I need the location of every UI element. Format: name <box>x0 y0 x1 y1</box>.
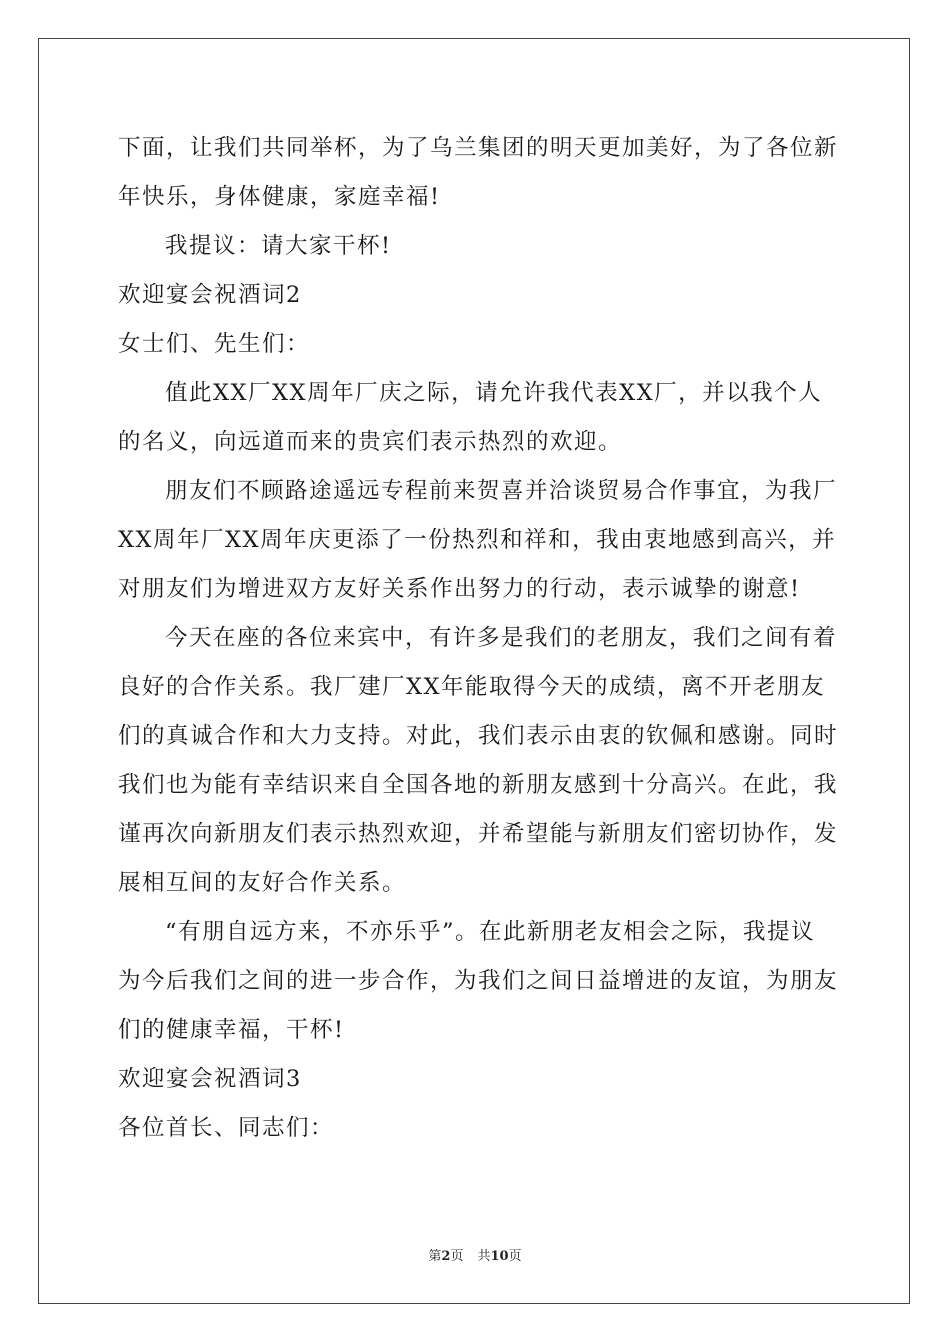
paragraph-proposal: 我提议：请大家干杯! <box>165 233 392 259</box>
section-title-3: 欢迎宴会祝酒词3 <box>118 1066 302 1092</box>
paragraph-welcome: 值此XX厂XX周年厂庆之际，请允许我代表XX厂，并以我个人的名义，向远道而来的贵宾们表示热烈的欢迎。 <box>118 380 823 455</box>
footer-page-prefix: 第 <box>428 1249 442 1264</box>
footer-page-number: 2 <box>441 1249 451 1264</box>
page-footer <box>0 1245 950 1264</box>
document-body <box>118 124 838 1153</box>
paragraph-toast: “有朋自远方来，不亦乐乎”。在此新朋老友相会之际，我提议为今后我们之间的进一步合作，为我们之间日益增进的友谊，为朋友们的健康幸福，干杯! <box>118 919 839 1043</box>
footer-total-pages: 10 <box>490 1249 509 1264</box>
footer-page-suffix: 页 <box>450 1249 464 1264</box>
paragraph-toast-closing: 下面，让我们共同举杯，为了乌兰集团的明天更加美好，为了各位新年快乐，身体健康，家庭幸福! <box>118 135 839 210</box>
paragraph-friends: 今天在座的各位来宾中，有许多是我们的老朋友，我们之间有着良好的合作关系。我厂建厂XX年能取得今天的成绩，离不开老朋友们的真诚合作和大力支持。对此，我们表示由衷的钦佩和感谢。同时我们也为能有幸结识来自全国各地的新朋友感到十分高兴。在此，我谨再次向新朋友们表示热烈欢迎，并希望能与新朋友们密切协作，发展相互间的友好合作关系。 <box>118 625 839 896</box>
footer-total-prefix: 共 <box>477 1249 491 1264</box>
section-title-2: 欢迎宴会祝酒词2 <box>118 282 302 308</box>
salutation-3: 各位首长、同志们： <box>118 1115 335 1141</box>
salutation-2: 女士们、先生们： <box>118 331 311 357</box>
paragraph-thanks: 朋友们不顾路途遥远专程前来贺喜并洽谈贸易合作事宜，为我厂XX周年厂XX周年庆更添了一份热烈和祥和，我由衷地感到高兴，并对朋友们为增进双方友好关系作出努力的行动，表示诚挚的谢意! <box>118 478 838 602</box>
footer-total-suffix: 页 <box>508 1249 522 1264</box>
